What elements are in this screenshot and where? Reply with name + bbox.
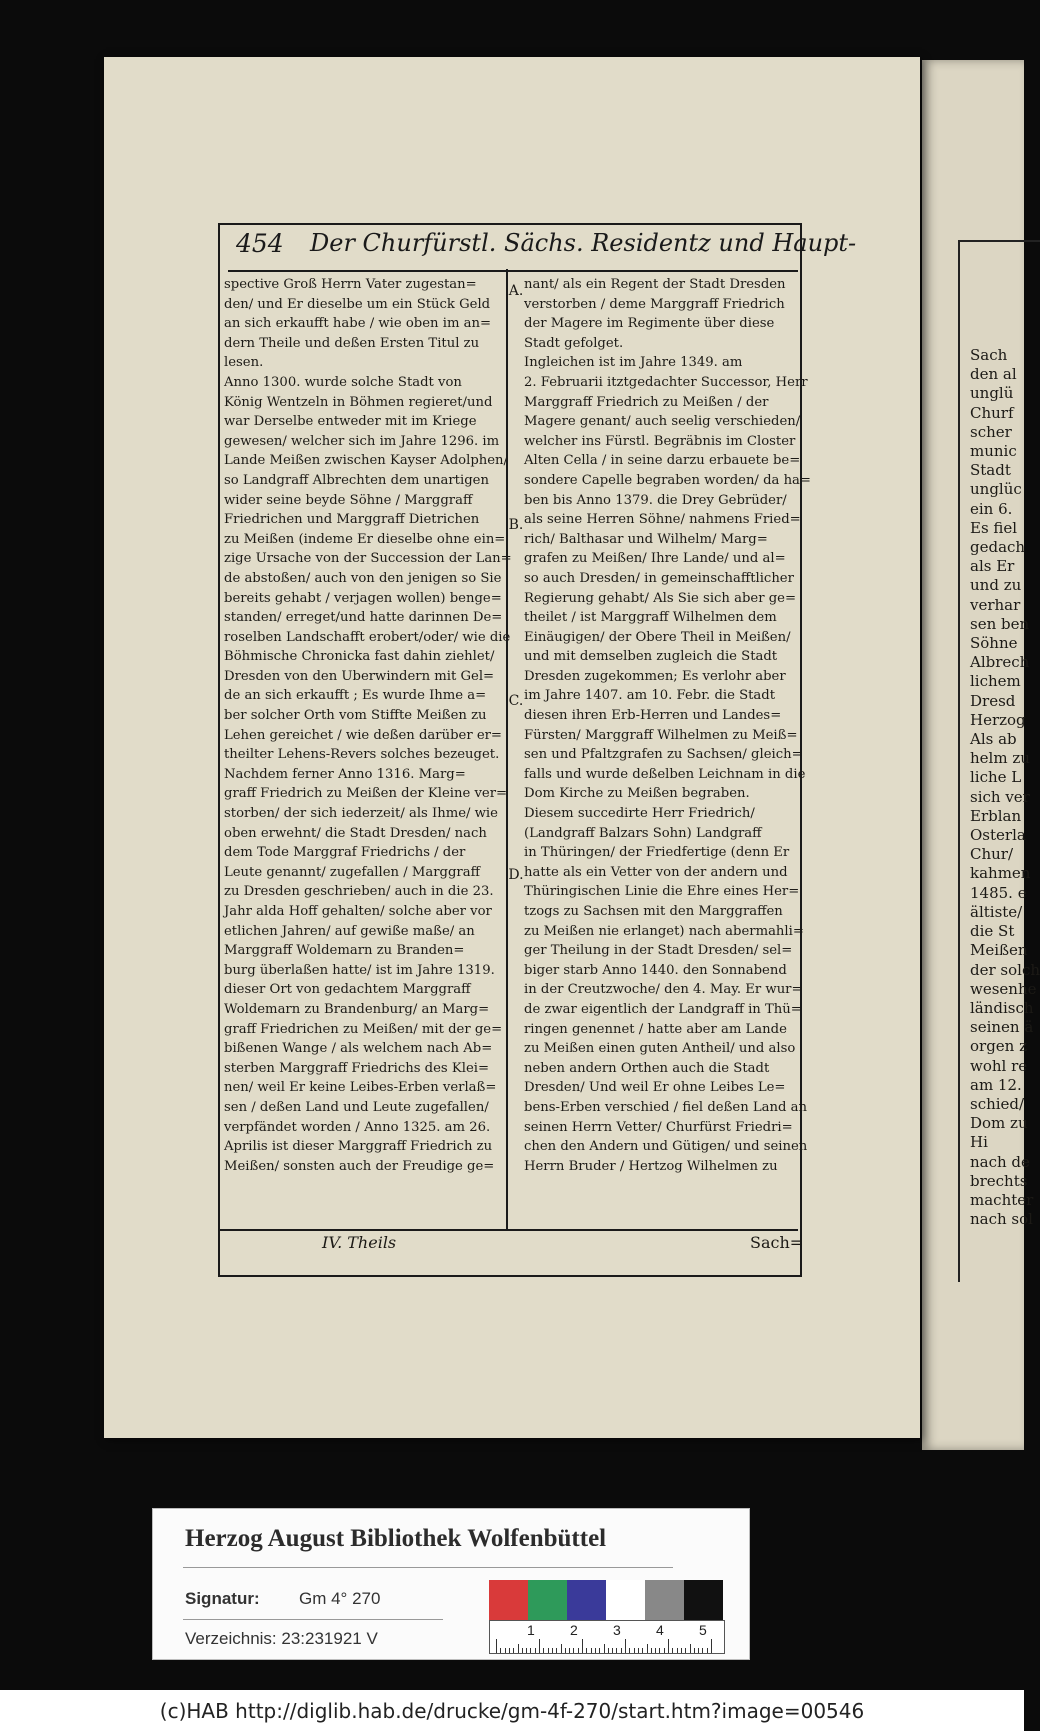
left-column-line: ber solcher Orth vom Stiffte Meißen zu [224, 708, 487, 724]
ruler-number: 4 [656, 1622, 664, 1638]
ruler-tick [573, 1648, 574, 1653]
ruler-tick [522, 1648, 523, 1653]
right-column-line: diesen ihren Erb-Herren und Landes= [524, 708, 782, 724]
column-divider [506, 269, 508, 1229]
right-column-line: seinen Herrn Vetter/ Churfürst Friedri= [524, 1119, 793, 1135]
page-header [228, 225, 857, 272]
right-column-line: im Jahre 1407. am 10. Febr. die Stadt [524, 688, 776, 704]
ruler-tick [543, 1648, 544, 1653]
facing-page-line: der solch [970, 960, 1040, 979]
facing-page-line: Dom zu [970, 1114, 1028, 1133]
left-column-line: dieser Ort von gedachtem Marggraff [224, 982, 471, 998]
facing-page-line: ältiste/ [970, 902, 1023, 921]
ruler-tick [655, 1648, 656, 1653]
right-column-line: Magere genant/ auch seelig verschieden/ [524, 414, 801, 430]
ruler-tick [634, 1648, 635, 1653]
right-column-line: neben andern Orthen auch die Stadt [524, 1060, 770, 1076]
facing-page-line: Als ab [970, 730, 1017, 749]
ruler-tick [552, 1648, 553, 1653]
facing-page-text [970, 346, 1040, 1229]
facing-page-line: am 12. [970, 1075, 1022, 1094]
right-column-line: zu Meißen einen guten Antheil/ und also [524, 1041, 796, 1057]
ruler-tick [578, 1648, 579, 1653]
left-column-line: roselben Landschafft erobert/oder/ wie die [224, 629, 511, 645]
facing-page-line: scher [970, 422, 1012, 441]
ruler-tick [698, 1648, 699, 1653]
right-column-line: tzogs zu Sachsen mit den Marggraffen [524, 904, 783, 919]
ruler-number: 1 [527, 1622, 535, 1638]
left-column-line: spective Groß Herrn Vater zugestan= [224, 277, 477, 292]
card-divider [183, 1567, 673, 1568]
ruler-tick [616, 1648, 617, 1653]
left-column-line: Marggraff Woldemarn zu Branden= [224, 943, 465, 959]
right-column-line: und mit demselben zugleich die Stadt [524, 649, 778, 665]
verzeichnis-text: Verzeichnis: 23:231921 V [185, 1629, 378, 1648]
footer-rule [220, 1229, 798, 1231]
facing-page-line: ländisch [970, 998, 1034, 1017]
ruler-tick [505, 1648, 506, 1653]
ruler-tick [621, 1648, 622, 1653]
right-column-line: Fürsten/ Marggraff Wilhelmen zu Meiß= [524, 727, 798, 743]
ruler-tick [608, 1648, 609, 1653]
right-column-line: 2. Februarii itztgedachter Successor, Herr [524, 374, 808, 390]
left-column-line: Dresden von den Uberwindern mit Gel= [224, 668, 495, 684]
facing-page-line: Osterla [970, 826, 1026, 845]
ruler-tick [651, 1648, 652, 1653]
margin-letter-d: D. [508, 867, 524, 883]
ruler-tick [672, 1648, 673, 1653]
right-column-line: in der Creutzwoche/ den 4. May. Er wur= [524, 982, 803, 998]
facing-page-line: wohl re [970, 1056, 1028, 1075]
right-column-line: Stadt gefolget. [524, 335, 624, 351]
facing-page-line: Stadt [970, 461, 1011, 480]
right-column-line: Dom Kirche zu Meißen begraben. [524, 786, 750, 802]
ruler-tick [513, 1648, 514, 1653]
facing-page-line: liche L [970, 768, 1022, 787]
left-column-line: Leute genannt/ zugefallen / Marggraff [224, 864, 480, 880]
scale-ruler [489, 1620, 725, 1654]
left-column-line: gewesen/ welcher sich im Jahre 1296. im [224, 433, 500, 449]
color-swatch [528, 1580, 567, 1620]
ruler-tick [690, 1644, 691, 1653]
right-column-line: falls und wurde deßelben Leichnam in die [524, 766, 806, 782]
ruler-number: 3 [613, 1622, 621, 1638]
ruler-tick [591, 1648, 592, 1653]
left-column-line: bereits gehabt / verjagen wollen) benge= [224, 590, 502, 606]
left-column-line: standen/ erreget/und hatte darinnen De= [224, 610, 503, 626]
left-column-line: Meißen/ sonsten auch der Freudige ge= [224, 1158, 495, 1174]
left-column-line: theilter Lehens-Revers solches bezeuget. [224, 747, 500, 763]
left-column-line: etlichen Jahren/ auf gewiße maße/ an [224, 923, 475, 939]
left-column-line: zu Dresden geschrieben/ auch in die 23. [224, 884, 494, 900]
left-column-line: den/ und Er dieselbe um ein Stück Geld [224, 296, 491, 312]
ruler-tick [629, 1648, 630, 1653]
right-column-line: grafen zu Meißen/ Ihre Lande/ und al= [524, 551, 786, 567]
right-column-line: so auch Dresden/ in gemeinschafftlicher [524, 570, 794, 586]
right-column-line: (Landgraff Balzars Sohn) Landgraff [524, 825, 762, 841]
left-column-line: Woldemarn zu Brandenburg/ an Marg= [224, 1001, 490, 1017]
left-column-line: dern Theile und deßen Ersten Titul zu [224, 335, 480, 351]
right-column-line: hatte als ein Vetter von der andern und [524, 864, 788, 880]
facing-page-line: ein 6. [970, 499, 1013, 518]
facing-page-line: 1485. e [970, 883, 1027, 902]
facing-page-line: orgen z [970, 1037, 1028, 1056]
ruler-tick [496, 1639, 497, 1653]
ruler-tick [586, 1648, 587, 1653]
ruler-tick [681, 1648, 682, 1653]
left-column-line: graff Friedrichen zu Meißen/ mit der ge= [224, 1021, 503, 1037]
facing-page-line: Hi [970, 1133, 988, 1152]
right-column-line: Einäugigen/ der Obere Theil in Meißen/ [524, 629, 791, 645]
card-divider-2 [183, 1619, 443, 1620]
right-column-line: Alten Cella / in seine darzu erbauete be= [524, 453, 801, 469]
facing-page-line: Sach [970, 346, 1008, 364]
right-column-line: theilet / ist Marggraff Wilhelmen dem [524, 610, 777, 626]
right-column-line: Herrn Bruder / Hertzog Wilhelmen zu [524, 1158, 778, 1174]
facing-page-line: brechts [970, 1171, 1028, 1190]
ruler-tick [530, 1648, 531, 1653]
footer-link[interactable]: (c)HAB http://diglib.hab.de/drucke/gm-4f-270/start.htm?image=00546 [159, 1699, 865, 1723]
ruler-tick [565, 1648, 566, 1653]
right-column-line: Thüringischen Linie die Ehre eines Her= [524, 884, 800, 900]
facing-page-line: sen ben [970, 614, 1030, 633]
facing-page-line: die St [970, 922, 1015, 941]
facing-page-line: und zu [970, 576, 1022, 595]
facing-page-line: Chur/ [970, 845, 1014, 864]
facing-page-line: den al [970, 365, 1017, 384]
ruler-tick [604, 1644, 605, 1653]
facing-page-line: Es fiel [970, 518, 1018, 537]
ruler-tick [647, 1644, 648, 1653]
ruler-tick [582, 1639, 583, 1653]
facing-page-line: lichem [970, 672, 1021, 691]
color-swatch [645, 1580, 684, 1620]
facing-page-line: helm zu [970, 749, 1030, 768]
facing-page-line: wesenhe [970, 979, 1037, 998]
left-column-line: zu Meißen (indeme Er dieselbe ohne ein= [224, 531, 506, 547]
right-column-line: sondere Capelle begraben worden/ da ha= [524, 472, 811, 488]
ruler-tick [556, 1648, 557, 1653]
running-title: Der Churfürstl. Sächs. Residentz und Haupt- [310, 229, 857, 257]
color-swatch [606, 1580, 645, 1620]
ruler-tick [668, 1639, 669, 1653]
ruler-tick [664, 1648, 665, 1653]
left-column-line: lesen. [224, 355, 264, 371]
facing-page-line: unglü [970, 384, 1014, 403]
facing-page-line: Dresd [970, 691, 1016, 710]
page-number: 454 [236, 229, 284, 258]
right-column-line: Ingleichen ist im Jahre 1349. am [524, 355, 743, 371]
ruler-tick [612, 1648, 613, 1653]
left-column-line: Lande Meißen zwischen Kayser Adolphen/ [224, 453, 508, 469]
left-column-line: de abstoßen/ auch von den jenigen so Sie [224, 570, 502, 586]
ruler-tick [694, 1648, 695, 1653]
margin-letter-a: A. [508, 283, 524, 299]
ruler-tick [539, 1639, 540, 1653]
right-column-line: ringen genennet / hatte aber am Lande [524, 1021, 787, 1037]
left-column-line: storben/ der sich iederzeit/ als Ihme/ wie [224, 806, 498, 822]
right-column-line: als seine Herren Söhne/ nahmens Fried= [524, 512, 801, 528]
ruler-tick [509, 1648, 510, 1653]
ruler-tick [625, 1639, 626, 1653]
catchword: Sach= [750, 1233, 804, 1252]
right-column-line: nant/ als ein Regent der Stadt Dresden [524, 277, 786, 292]
left-column-line: Friedrichen und Marggraff Dietrichen [224, 512, 480, 528]
ruler-tick [500, 1648, 501, 1653]
facing-page-line: Söhne [970, 634, 1018, 653]
right-column-line: Diesem succedirte Herr Friedrich/ [524, 806, 755, 822]
ruler-tick [569, 1648, 570, 1653]
facing-page-line: kahmen [970, 864, 1031, 883]
color-swatch [567, 1580, 606, 1620]
margin-letter-c: C. [508, 693, 524, 709]
left-column-line: bißenen Wange / als welchem nach Ab= [224, 1041, 493, 1057]
facing-page-line: schied/ [970, 1094, 1025, 1113]
facing-page-line: verhar [970, 595, 1021, 614]
left-column-line: burg überlaßen hatte/ ist im Jahre 1319. [224, 962, 495, 978]
right-column-line: de zwar eigentlich der Landgraff in Thü= [524, 1001, 802, 1017]
left-column-line: Anno 1300. wurde solche Stadt von [224, 374, 462, 390]
facing-page-line: Albrech [970, 653, 1030, 672]
ruler-tick [707, 1648, 708, 1653]
left-column-line: Böhmische Chronicka fast dahin ziehlet/ [224, 649, 495, 665]
ruler-tick [659, 1648, 660, 1653]
margin-letter-b: B. [508, 517, 524, 533]
left-column-line: sterben Marggraff Friedrichs des Klei= [224, 1060, 490, 1076]
ruler-tick [677, 1648, 678, 1653]
ruler-tick [711, 1639, 712, 1653]
ruler-tick [642, 1648, 643, 1653]
right-column-line: Marggraff Friedrich zu Meißen / der [524, 394, 769, 410]
right-column-line: welcher ins Fürstl. Begräbnis im Closter [524, 433, 796, 449]
left-column-line: Nachdem ferner Anno 1316. Marg= [224, 766, 466, 782]
right-column-line: verstorben / deme Marggraff Friedrich [524, 296, 785, 312]
ruler-number: 2 [570, 1622, 578, 1638]
left-column-line: graff Friedrich zu Meißen der Kleine ver= [224, 786, 508, 802]
right-column-line: Dresden/ Und weil Er ohne Leibes Le= [524, 1080, 786, 1096]
right-column-line: bens-Erben verschied / fiel deßen Land an [524, 1099, 807, 1115]
left-column-line: zige Ursache von der Succession der Lan= [224, 551, 512, 567]
facing-page-line: nach de [970, 1152, 1030, 1171]
left-column-line: so Landgraff Albrechten dem unartigen [224, 472, 489, 488]
facing-page-line: munic [970, 442, 1017, 461]
facing-page-line: machter [970, 1190, 1034, 1209]
facing-page-line: als Er [970, 557, 1015, 576]
left-column-line: war Derselbe entweder mit im Kriege [224, 414, 477, 430]
left-column-line: König Wentzeln in Böhmen regieret/und [224, 394, 493, 410]
ruler-tick [595, 1648, 596, 1653]
right-column-line: zu Meißen nie erlanget) nach abermahli= [524, 923, 804, 939]
facing-page-line: Erblan [970, 806, 1022, 825]
left-column-line: oben erwehnt/ die Stadt Dresden/ nach [224, 825, 487, 841]
ruler-tick [685, 1648, 686, 1653]
right-column-line: chen den Andern und Gütigen/ und seinen [524, 1139, 808, 1155]
left-column-line: nen/ weil Er keine Leibes-Erben verlaß= [224, 1080, 497, 1096]
facing-page [922, 60, 1040, 1450]
right-text-column [524, 275, 811, 1176]
left-column-line: dem Tode Marggraf Friedrichs / der [224, 845, 466, 861]
facing-page-line: gedach [970, 538, 1026, 557]
right-column-line: sen und Pfaltzgrafen zu Sachsen/ gleich= [524, 747, 803, 763]
left-column-line: Aprilis ist dieser Marggraff Friedrich zu [224, 1139, 493, 1155]
signatur-label: Signatur: [185, 1589, 260, 1608]
ruler-tick [548, 1648, 549, 1653]
left-column-line: an sich erkaufft habe / wie oben im an= [224, 316, 492, 332]
right-column-line: ger Theilung in der Stadt Dresden/ sel= [524, 943, 793, 959]
left-column-line: verpfändet worden / Anno 1325. am 26. [224, 1119, 491, 1135]
facing-page-line: Churf [970, 403, 1014, 422]
right-column-line: Regierung gehabt/ Als Sie sich aber ge= [524, 590, 797, 606]
right-column-line: in Thüringen/ der Friedfertige (denn Er [524, 845, 790, 861]
right-column-line: rich/ Balthasar und Wilhelm/ Marg= [524, 531, 768, 547]
right-column-line: biger starb Anno 1440. den Sonnabend [524, 962, 787, 978]
left-column-line: de an sich erkaufft ; Es wurde Ihme a= [224, 688, 487, 704]
ruler-tick [535, 1648, 536, 1653]
facing-page-line: sich ver [970, 787, 1030, 806]
left-column-line: sen / deßen Land und Leute zugefallen/ [224, 1099, 489, 1115]
library-card [152, 1508, 750, 1660]
facing-page-line: seinen ä [970, 1018, 1034, 1037]
left-column-line: Jahr alda Hoff gehalten/ solche aber vor [224, 904, 492, 919]
color-swatch [489, 1580, 528, 1620]
left-column-line: Lehen gereichet / wie deßen darüber er= [224, 727, 502, 743]
facing-page-line: Herzog [970, 710, 1026, 729]
color-calibration-chart [489, 1580, 723, 1620]
facing-page-line: nach sol [970, 1210, 1033, 1229]
right-column-line: ben bis Anno 1379. die Drey Gebrüder/ [524, 492, 787, 508]
left-text-column [224, 275, 512, 1176]
book-page [104, 57, 920, 1438]
facing-page-line: Meißen [970, 941, 1028, 960]
signature-mark: IV. Theils [322, 1233, 397, 1252]
ruler-number: 5 [699, 1622, 707, 1638]
right-column-line: der Magere im Regimente über diese [524, 316, 775, 332]
left-column-line: wider seine beyde Söhne / Marggraff [224, 492, 473, 508]
ruler-tick [599, 1648, 600, 1653]
footer-bar [0, 1690, 1024, 1731]
ruler-tick [526, 1648, 527, 1653]
color-swatch [684, 1580, 723, 1620]
right-column-line: Dresden zugekommen; Es verlohr aber [524, 668, 786, 684]
ruler-tick [518, 1644, 519, 1653]
library-card-title: Herzog August Bibliothek Wolfenbüttel [185, 1525, 607, 1552]
ruler-tick [638, 1648, 639, 1653]
ruler-tick [702, 1648, 703, 1653]
signatur-value: Gm 4° 270 [299, 1589, 381, 1608]
facing-page-line: unglüc [970, 480, 1022, 499]
ruler-tick [561, 1644, 562, 1653]
